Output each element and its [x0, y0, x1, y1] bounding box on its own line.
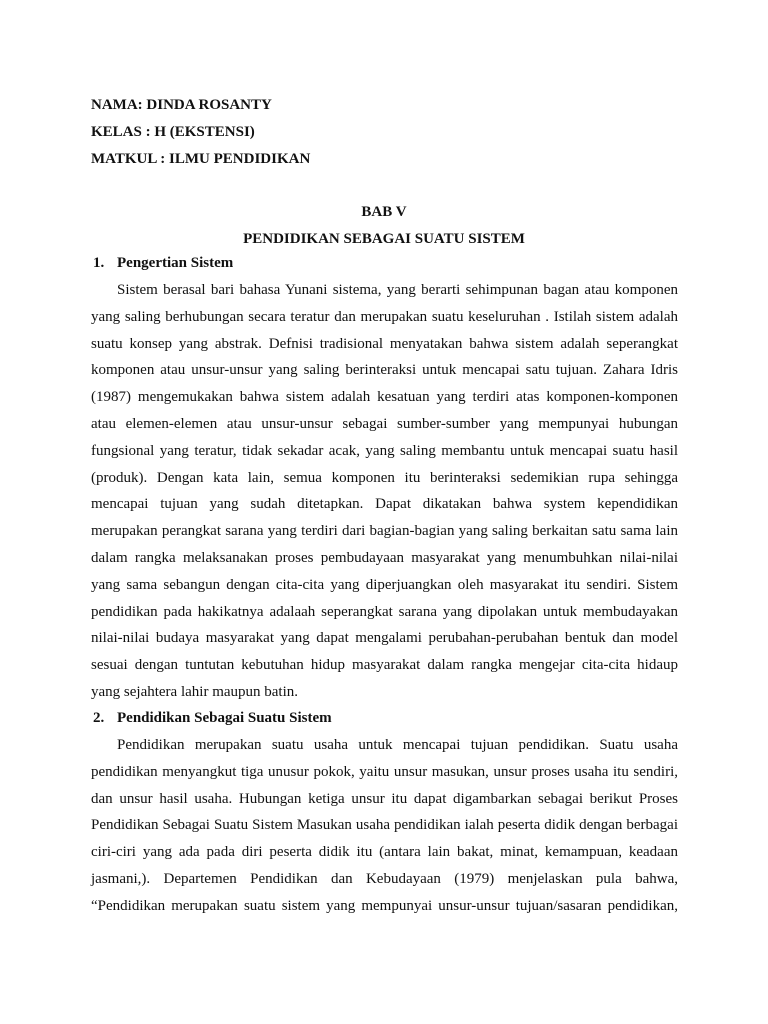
section-title: Pengertian Sistem: [117, 255, 234, 271]
paragraph-line: jasmani,). Departemen Pendidikan dan Kebudayaan (1979) menjelaskan pula bahwa,: [91, 870, 678, 887]
paragraph-line: (produk). Dengan kata lain, semua komponen itu berinteraksi sedemikian rupa sehingga: [91, 469, 678, 486]
section-title: Pendidikan Sebagai Suatu Sistem: [117, 710, 332, 726]
section-number: 1.: [93, 255, 105, 271]
section-2-paragraph: [91, 732, 678, 920]
paragraph-line: komponen atau unsur-unsur yang saling berinteraksi untuk mencapai satu tujuan. Zahara Idris: [91, 362, 678, 379]
paragraph-line: atau elemen-elemen atau unsur-unsur sebagai sumber-sumber yang mempunyai hubungan: [91, 415, 678, 432]
chapter-number: BAB V: [361, 204, 407, 220]
chapter-title: PENDIDIKAN SEBAGAI SUATU SISTEM: [243, 231, 525, 247]
paragraph-line: ciri-ciri yang ada pada diri peserta didik itu (antara lain bakat, minat, kemampuan, keadaan: [91, 844, 678, 861]
paragraph-line: pendidikan pada hakikatnya adalaah seperangkat sarana yang dipolakan untuk membudayakan: [91, 603, 678, 620]
paragraph-line: Pendidikan Sebagai Suatu Sistem Masukan usaha pendidikan ialah peserta didik dengan berbagai: [91, 817, 678, 834]
paragraph-line: Pendidikan merupakan suatu usaha untuk mencapai tujuan pendidikan. Suatu usaha: [117, 737, 678, 753]
section-heading-2: [93, 706, 332, 730]
paragraph-line: yang sejahtera lahir maupun batin.: [91, 683, 299, 700]
student-name-line: NAMA: DINDA ROSANTY: [91, 97, 272, 113]
paragraph-line: (1987) mengemukakan bahwa sistem adalah kesatuan yang terdiri atas komponen-komponen: [91, 389, 678, 406]
course-line: MATKUL : ILMU PENDIDIKAN: [91, 151, 311, 167]
paragraph-line: nilai-nilai budaya masyarakat yang dapat mengalami perubahan-perubahan bentuk dan model: [91, 630, 678, 647]
section-number: 2.: [93, 710, 105, 726]
section-1-paragraph: [91, 277, 678, 706]
paragraph-line: pendidikan menyangkut tiga unusur pokok, yaitu unsur masukan, unsur proses usaha itu sendiri,: [91, 763, 678, 780]
paragraph-line: merupakan perangkat sarana yang terdiri dari bagian-bagian yang saling berkaitan satu sama lain: [91, 523, 678, 540]
chapter-heading: [0, 199, 768, 253]
paragraph-line: yang sama sebangun dengan cita-cita yang diperjuangkan oleh masyarakat itu sendiri. Sistem: [91, 576, 678, 593]
paragraph-line: Sistem berasal bari bahasa Yunani sistema, yang berarti sehimpunan bagan atau komponen: [117, 282, 678, 298]
paragraph-line: sesuai dengan tuntutan kebutuhan hidup masyarakat dalam rangka mengejar cita-cita hidaup: [91, 657, 678, 674]
paragraph-line: dalam rangka melaksanakan proses pembudayaan masyarakat yang menumbuhkan nilai-nilai: [91, 549, 678, 566]
student-info-block: [91, 92, 310, 173]
paragraph-line: mencapai tujuan yang sudah ditetapkan. Dapat dikatakan bahwa system kependidikan: [91, 496, 678, 513]
student-class-line: KELAS : H (EKSTENSI): [91, 124, 255, 140]
paragraph-line: suatu konsep yang abstrak. Defnisi tradisional menyatakan bahwa sistem adalah seperangkat: [91, 335, 678, 352]
paragraph-line: “Pendidikan merupakan suatu sistem yang mempunyai unsur-unsur tujuan/sasaran pendidikan,: [91, 897, 678, 914]
paragraph-line: dan unsur hasil usaha. Hubungan ketiga unsur itu dapat digambarkan sebagai berikut Proses: [91, 790, 678, 807]
section-heading-1: [93, 251, 233, 275]
paragraph-line: fungsional yang teratur, tidak sekadar acak, yang saling membantu untuk mencapai suatu hasil: [91, 442, 678, 459]
paragraph-line: yang saling berhubungan secara teratur dan merupakan suatu keseluruhan . Istilah sistem adalah: [91, 308, 678, 325]
